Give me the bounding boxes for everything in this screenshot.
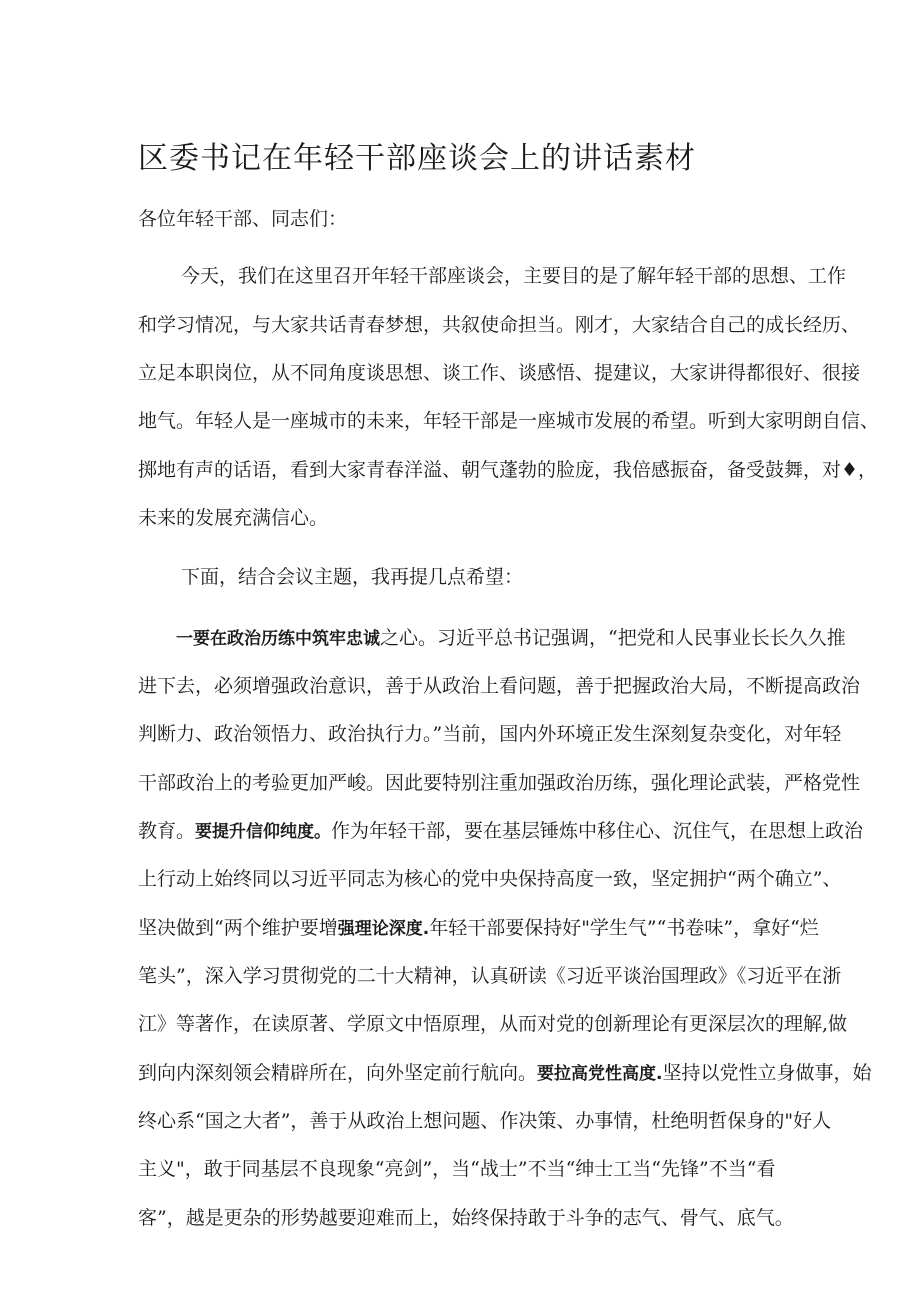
- para3-heading-1: 一要在政治历练中筑牢忠诚: [176, 629, 380, 649]
- para3-line-1-text: 之心。习近平总书记强调，“把党和人民事业长长久久推: [380, 627, 846, 649]
- para3-line-7-lead: 坚决做到“两个维护要增: [138, 917, 338, 939]
- para3-line-10: [138, 1061, 872, 1086]
- para3-line-7: [138, 916, 819, 941]
- para1-line-2: 和学习情况，与大家共话青春梦想，共叙使命担当。刚才，大家结合自己的成长经历、: [138, 314, 861, 336]
- para3-line-10-lead: 到向内深刻领会精辟所在，向外坚定前行航向。: [138, 1062, 538, 1084]
- para3-line-5-lead: 教育。: [138, 820, 196, 842]
- para1-line-3: 立足本职岗位，从不同角度谈思想、谈工作、谈感悟、提建议，大家讲得都很好、很接: [138, 362, 861, 384]
- para3-line-13: 客”，越是更杂的形势越要迎难而上，始终保持敢于斗争的志气、骨气、底气。: [138, 1207, 794, 1229]
- para3-line-12: 主义"，敢于同基层不良现象“亮剑”，当“战士”不当“绅士工当“先锋”不当“看: [138, 1158, 776, 1180]
- para2: 下面，结合会议主题，我再提几点希望：: [181, 566, 524, 588]
- para3-line-3: 判断力、政治领悟力、政治执行力。”当前，国内外环境正发生深刻复杂变化，对年轻: [138, 723, 842, 745]
- para3-line-2: 进下去，必须增强政治意识，善于从政治上看问题，善于把握政治大局，不断提高政治: [138, 675, 861, 697]
- para3-line-10-text: 坚持以党性立身做事，始: [662, 1062, 872, 1084]
- para1-line-4: 地气。年轻人是一座城市的未来，年轻干部是一座城市发展的希望。听到大家明朗自信、: [138, 410, 880, 432]
- para3-heading-2: 要提升信仰纯度。: [195, 822, 332, 842]
- para3-line-4: 干部政治上的考验更加严峻。因此要特别注重加强政治历练，强化理论武装，严格党性: [138, 772, 861, 794]
- para3-line-7-text: 年轻干部要保持好"学生气”“书卷味”，拿好“烂: [429, 917, 819, 939]
- para3-heading-3: 强理论深度.: [337, 919, 430, 939]
- para1-line-6: 未来的发展充满信心。: [138, 507, 329, 529]
- para3-heading-4: 要拉高党性高度.: [537, 1064, 663, 1084]
- para1-line-1: 今天，我们在这里召开年轻干部座谈会，主要目的是了解年轻干部的思想、工作: [181, 265, 847, 287]
- para3-line-1: [176, 626, 846, 651]
- para3-line-6: 上行动上始终同以习近平同志为核心的党中央保持高度一致，坚定拥护“两个确立”、: [138, 868, 842, 890]
- para3-line-9: 江》等著作，在读原著、学原文中悟原理，从而对党的创新理论有更深层次的理解,做: [138, 1013, 848, 1035]
- greeting: 各位年轻干部、同志们：: [138, 208, 348, 230]
- para3-line-5: [138, 819, 863, 844]
- para1-line-5: 掷地有声的话语，看到大家青春洋溢、朝气蓬勃的脸庞，我倍感振奋，备受鼓舞，对♦，: [138, 459, 878, 481]
- document-title: 区委书记在年轻干部座谈会上的讲话素材: [138, 141, 696, 176]
- para3-line-11: 终心系“国之大者”，善于从政治上想问题、作决策、办事情，杜绝明哲保身的"好人: [138, 1110, 832, 1132]
- para3-line-8: 笔头”，深入学习贯彻党的二十大精神，认真研读《习近平谈治国理政》《习近平在浙: [138, 965, 842, 987]
- para3-line-5-text: 作为年轻干部，要在基层锤炼中移住心、沉住气，在思想上政治: [331, 820, 864, 842]
